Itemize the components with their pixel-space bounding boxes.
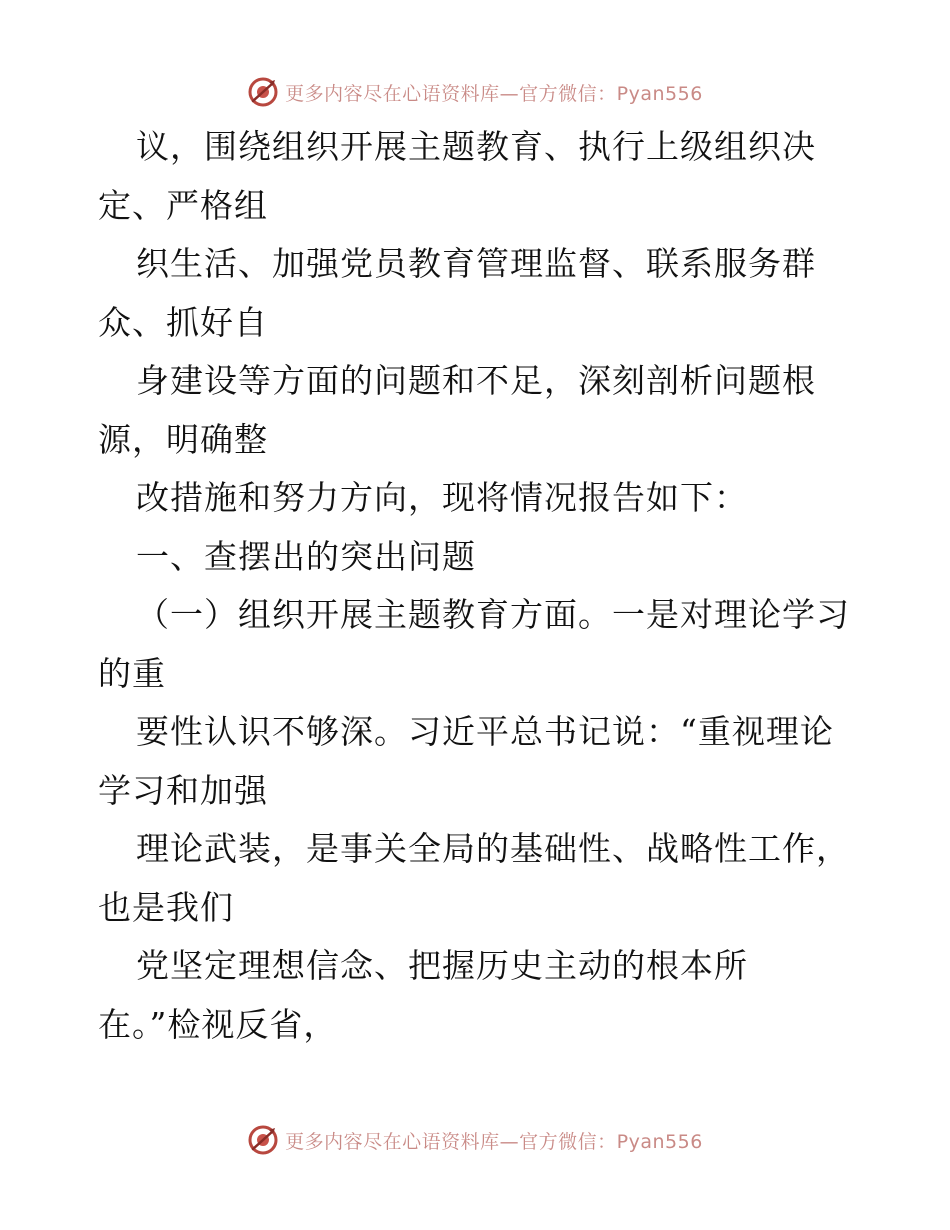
body-line: 要性认识不够深。习近平总书记说：“重视理论	[136, 712, 834, 751]
body-line: 也是我们	[98, 887, 234, 927]
header-banner	[0, 72, 950, 112]
subsection-heading: （一）组织开展主题教育方面。一是对理论学习	[136, 595, 850, 634]
footer-banner-text: 更多内容尽在心语资料库—官方微信：Pyan556	[285, 1130, 703, 1153]
body-line: 身建设等方面的问题和不足，深刻剖析问题根	[136, 361, 816, 400]
section-heading: 一、查摆出的突出问题	[136, 536, 476, 576]
body-line: 的重	[98, 653, 166, 693]
logo-icon	[247, 1124, 279, 1156]
body-line: 织生活、加强党员教育管理监督、联系服务群	[136, 244, 816, 283]
body-line: 定、严格组	[98, 185, 268, 225]
body-line: 议，围绕组织开展主题教育、执行上级组织决	[136, 127, 816, 166]
header-banner-text: 更多内容尽在心语资料库—官方微信：Pyan556	[285, 82, 703, 105]
footer-banner	[0, 1120, 950, 1160]
body-line: 党坚定理想信念、把握历史主动的根本所	[136, 946, 748, 985]
body-line: 在。”检视反省，	[98, 1004, 338, 1044]
body-line: 学习和加强	[98, 770, 268, 810]
document-body	[98, 118, 878, 1054]
body-line: 理论武装，是事关全局的基础性、战略性工作，	[136, 829, 850, 868]
body-line: 众、抓好自	[98, 302, 268, 342]
logo-icon	[247, 76, 279, 108]
body-line: 源，明确整	[98, 419, 268, 459]
body-line: 改措施和努力方向，现将情况报告如下：	[136, 478, 748, 517]
